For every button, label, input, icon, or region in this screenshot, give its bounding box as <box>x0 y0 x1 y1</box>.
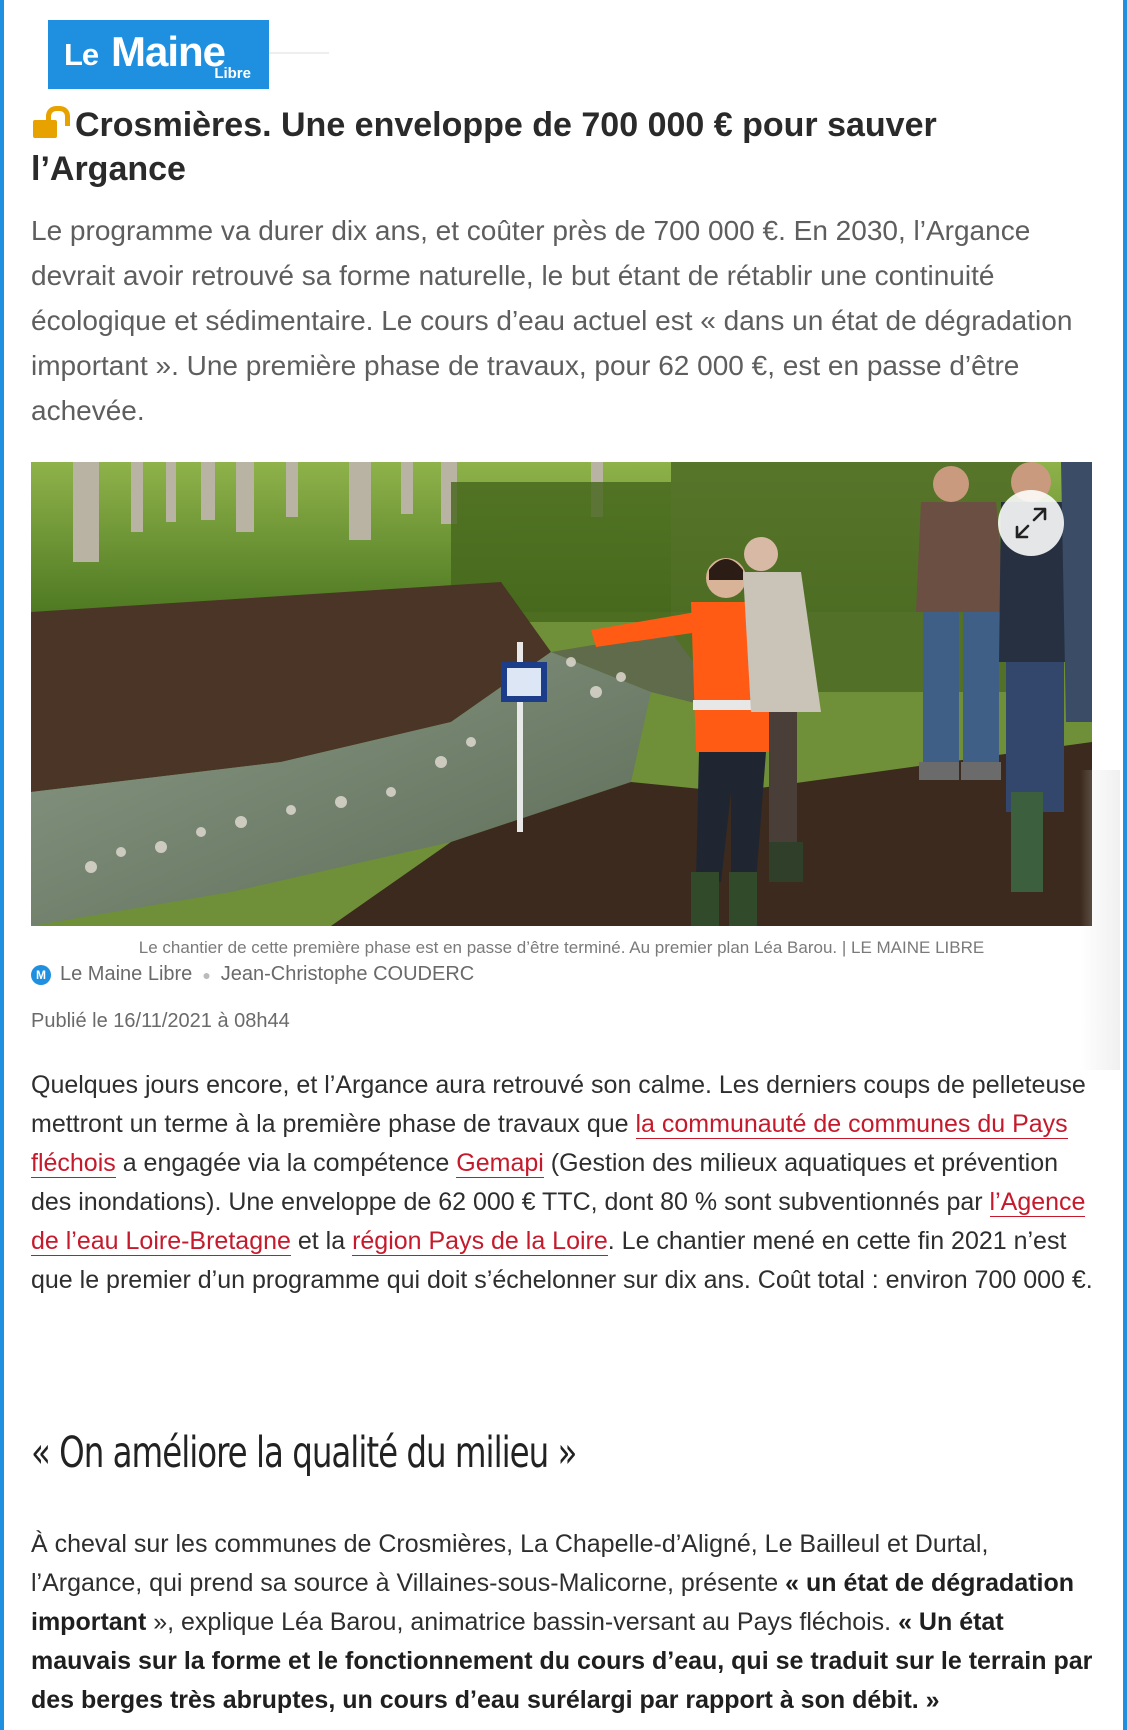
source-logo-icon: M <box>31 965 51 985</box>
publish-date: Publié le 16/11/2021 à 08h44 <box>31 1010 290 1032</box>
byline <box>31 963 474 986</box>
scroll-edge-shadow <box>1080 770 1120 1070</box>
link-agence-eau[interactable]: l’Agence de l’eau Loire-Bretagne <box>31 1188 1086 1255</box>
photo-illustration <box>31 462 1092 926</box>
unlocked-padlock-icon <box>31 106 67 138</box>
article-subheading: « On améliore la qualité du milieu » <box>31 1428 577 1478</box>
photo-caption: Le chantier de cette première phase est en passe d’être terminé. Au premier plan Léa Barou. | LE MAINE LIBRE <box>138 938 985 957</box>
article-photo[interactable] <box>31 462 1092 926</box>
link-gemapi[interactable]: Gemapi <box>456 1149 544 1177</box>
expand-arrows-icon <box>1011 503 1051 543</box>
link-communaute-communes[interactable]: la communauté de communes du Pays fléchois <box>31 1110 1068 1177</box>
article-title <box>31 103 1091 191</box>
source-name[interactable]: Le Maine Libre <box>60 963 193 985</box>
expand-image-button[interactable] <box>998 490 1064 556</box>
author-name[interactable]: Jean-Christophe COUDERC <box>220 963 475 985</box>
article-lead: Le programme va durer dix ans, et coûter près de 700 000 €. En 2030, l’Argance devrait avoir retrouvé sa forme naturelle, le but étant de rétablir une continuité écologique et sédimentaire. Le cours d’eau actuel est « dans un état de dégradation important ». Une première phase de travaux, pour 62 000 €, est en passe d’être achevée. <box>31 215 1073 426</box>
byline-separator: ● <box>202 966 211 983</box>
site-logo[interactable]: Le Maine Libre <box>48 20 269 89</box>
article-paragraph-2: À cheval sur les communes de Crosmières, La Chapelle-d’Aligné, Le Bailleul et Durtal, l’Argance, qui prend sa source à Villaines-sous-Malicorne, présente « un état de dégradation important », explique Léa Barou, animatrice bassin-versant au Pays fléchois. « Un état mauvais sur la forme et le fonctionnement du cours d’eau, qui se traduit sur le terrain par des berges très abruptes, un cours d’eau surélargi par rapport à son débit. » <box>31 1530 1093 1714</box>
article-paragraph-1: Quelques jours encore, et l’Argance aura retrouvé son calme. Les derniers coups de pelleteuse mettront un terme à la première phase de travaux que la communauté de communes du Pays fléchois a engagée via la compétence Gemapi (Gestion des milieux aquatiques et prévention des inondations). Une enveloppe de 62 000 € TTC, dont 80 % sont subventionnés par l’Agence de l’eau Loire-Bretagne et la région Pays de la Loire. Le chantier mené en cette fin 2021 n’est que le premier d’un programme qui doit s’échelonner sur dix ans. Coût total : environ 700 000 €. <box>31 1071 1093 1294</box>
header-divider <box>269 52 329 54</box>
link-region-pays-de-la-loire[interactable]: région Pays de la Loire <box>352 1227 608 1255</box>
article-title-text: Crosmières. Une enveloppe de 700 000 € pour sauver l’Argance <box>31 106 937 188</box>
